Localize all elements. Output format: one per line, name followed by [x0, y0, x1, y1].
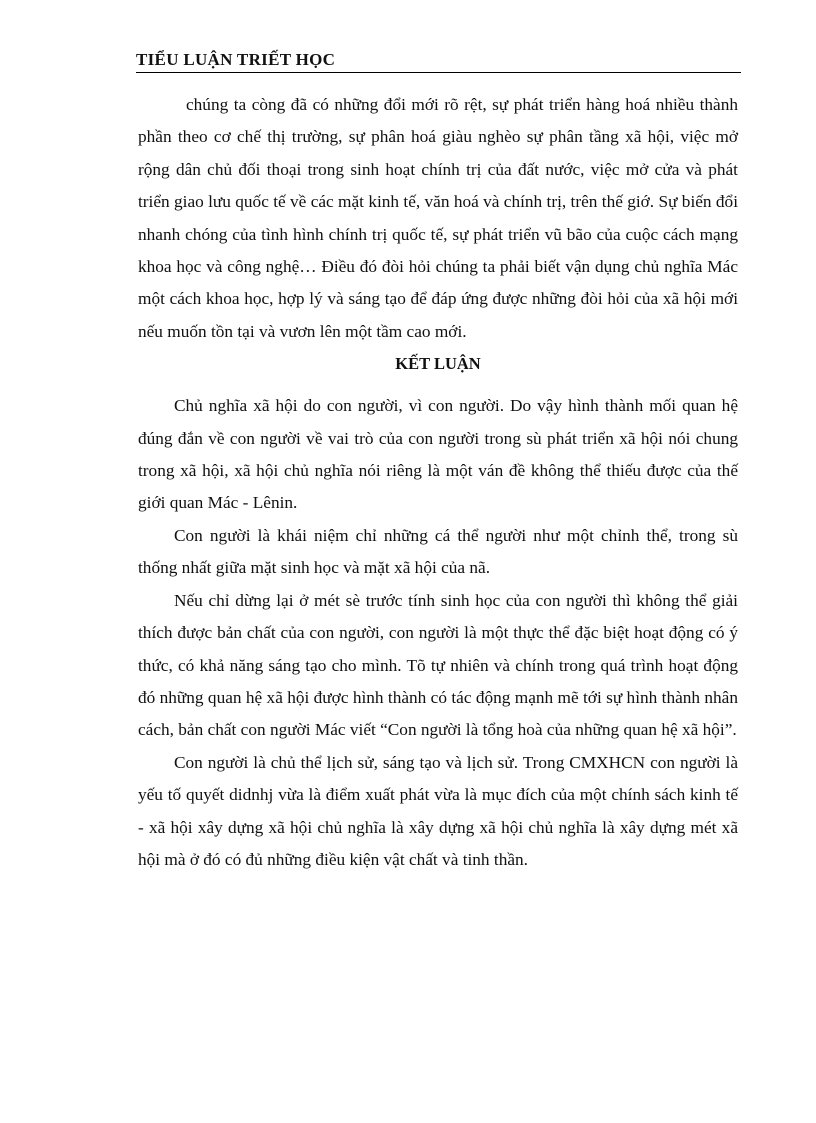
- paragraph-1: Chủ nghĩa xã hội do con người, vì con người. Do vậy hình thành mối quan hệ đúng đắn về con người về vai trò của con người trong sù phát triển xã hội nói chung trong xã hội, xã hội chủ nghĩa nói riêng là một ván đề không thể thiếu được của thế giới quan Mác - Lênin.: [138, 396, 738, 513]
- header-title: TIỂU LUẬN TRIẾT HỌC: [136, 50, 336, 69]
- paragraph-3: Nếu chỉ dừng lại ở mét sè trước tính sinh học của con người thì không thể giải thích được bản chất của con người, con người là một thực thể đặc biệt hoạt động có ý thức, có khả năng sáng tạo cho mình. Tõ tự nhiên và chính trong quá trình hoạt động đó những quan hệ xã hội được hình thành có tác động mạnh mẽ tới sự hình thành nhân cách, bản chất con người Mác viết “Con người là tổng hoà của những quan hệ xã hội”.: [138, 590, 738, 740]
- paragraph-2: Con người là khái niệm chỉ những cá thể người như một chỉnh thể, trong sù thống nhất giữa mặt sinh học và mặt xã hội của nã.: [138, 525, 738, 578]
- document-body: [138, 89, 738, 876]
- section-heading: KẾT LUẬN: [395, 354, 481, 374]
- continuation-paragraph: chúng ta còng đã có những đổi mới rõ rệt, sự phát triển hàng hoá nhiều thành phần theo cơ chế thị trường, sự phân hoá giàu nghèo sự phân tầng xã hội, việc mở rộng dân chủ đối thoại trong sinh hoạt chính trị của đất nước, việc mở cửa và phát triển giao lưu quốc tế về các mặt kinh tế, văn hoá và chính trị, trên thế giớ. Sự biến đổi nhanh chóng của tình hình chính trị quốc tế, sự phát triển vũ bão của cuộc cách mạng khoa học và công nghệ… Điều đó đòi hỏi chúng ta phải biết vận dụng chủ nghĩa Mác một cách khoa học, hợp lý và sáng tạo để đáp ứng được những đòi hỏi của xã hội mới nếu muốn tồn tại và vươn lên một tầm cao mới.: [138, 95, 738, 341]
- paragraph-4: Con người là chủ thể lịch sử, sáng tạo và lịch sử. Trong CMXHCN con người là yếu tố quyết didnhj vừa là điểm xuất phát vừa là mục đích của một chính sách kinh tế - xã hội xây dựng xã hội chủ nghĩa là xây dựng xã hội chủ nghĩa là xây dựng mét xã hội mà ở đó có đủ những điều kiện vật chất và tinh thần.: [138, 752, 738, 869]
- running-header: [136, 48, 741, 73]
